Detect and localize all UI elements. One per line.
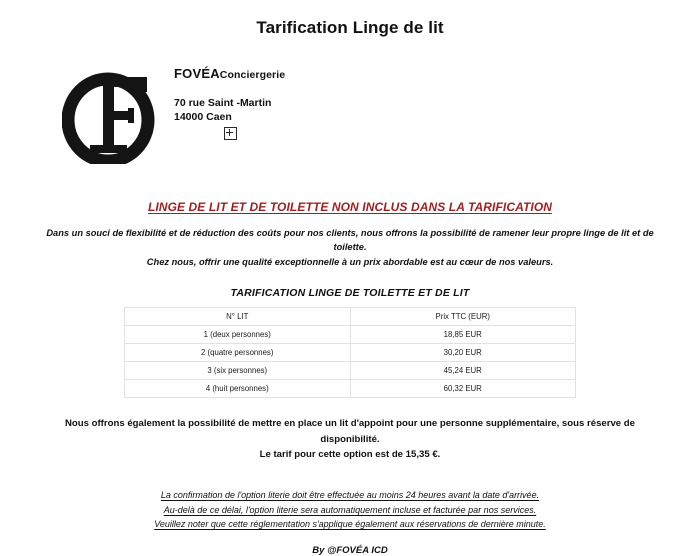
address-line-2: 14000 Caen <box>174 110 232 123</box>
column-header-price: Prix TTC (EUR) <box>350 308 576 326</box>
extra-bed-line-1: Nous offrons également la possibilité de mettre en place un lit d'appoint pour une personne supplémentaire, sous réserve de disponibilité. <box>64 418 636 445</box>
condition-text-3: Veuillez noter que cette réglementation s'applique également aux réservations de dernière minute. <box>154 519 546 530</box>
condition-line-1 <box>135 488 565 502</box>
condition-line-2 <box>135 503 565 517</box>
letterhead <box>0 38 700 164</box>
extra-bed-line-2: Le tarif pour cette option est de 15,35 €. <box>259 448 441 460</box>
signature: By @FOVÉA ICD <box>312 545 388 556</box>
cell-price: 60,32 EUR <box>350 380 576 398</box>
intro-line-1: Dans un souci de flexibilité et de réduction des coûts pour nos clients, nous offrons la possibilité de ramener leur propre linge de lit et de toilette. <box>46 228 654 253</box>
table-header-row <box>125 308 576 326</box>
condition-line-3 <box>135 517 565 531</box>
cell-bed: 2 (quatre personnes) <box>125 344 351 362</box>
pricing-table <box>124 307 576 398</box>
condition-text-2: Au-delà de ce délai, l'option literie sera automatiquement incluse et facturée par nos services. <box>163 504 537 515</box>
company-heading <box>174 66 285 83</box>
cell-price: 18,85 EUR <box>350 326 576 344</box>
company-subtitle: Conciergerie <box>219 69 286 81</box>
table-row <box>125 344 576 362</box>
fovea-monogram-logo <box>62 60 158 164</box>
company-details <box>174 60 285 140</box>
company-name: FOVÉA <box>174 66 220 81</box>
extra-bed-note <box>40 416 660 462</box>
condition-text-1: La confirmation de l'option literie doit être effectuée au moins 24 heures avant la date d'arrivée. <box>160 490 540 501</box>
cell-price: 30,20 EUR <box>350 344 576 362</box>
warning-heading: LINGE DE LIT ET DE TOILETTE NON INCLUS DANS LA TARIFICATION <box>147 200 553 214</box>
address-line-1: 70 rue Saint -Martin <box>174 96 272 109</box>
pricing-table-title: TARIFICATION LINGE DE TOILETTE ET DE LIT <box>230 287 470 300</box>
table-row <box>125 326 576 344</box>
conditions-block <box>135 488 565 531</box>
company-address <box>174 96 285 140</box>
broken-image-icon <box>224 127 237 140</box>
page-title: Tarification Linge de lit <box>256 18 444 37</box>
cell-bed: 3 (six personnes) <box>125 362 351 380</box>
table-row <box>125 380 576 398</box>
cell-bed: 1 (deux personnes) <box>125 326 351 344</box>
intro-paragraph <box>38 226 662 269</box>
cell-bed: 4 (huit personnes) <box>125 380 351 398</box>
column-header-bed: N° LIT <box>125 308 351 326</box>
cell-price: 45,24 EUR <box>350 362 576 380</box>
table-row <box>125 362 576 380</box>
intro-line-2: Chez nous, offrir une qualité exceptionnelle à un prix abordable est au cœur de nos valeurs. <box>146 256 554 267</box>
